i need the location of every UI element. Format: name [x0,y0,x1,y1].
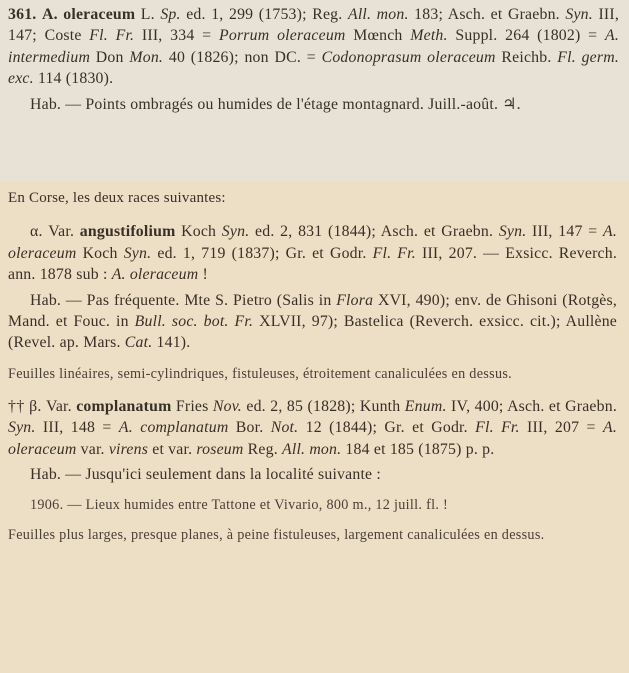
citation-italic: Meth. [410,27,448,45]
citation-text: Suppl. 264 (1802) = [447,27,605,45]
corse-races-section [0,182,629,673]
var-complanatum-citation [8,396,617,460]
citation-italic: Syn. [8,419,36,437]
citation-text: 184 et 185 (1875) p. p. [341,440,495,458]
var-complanatum-habitat: Hab. — Jusqu'ici seulement dans la localité suivante : [30,466,382,484]
citation-text: Koch [175,223,222,241]
citation-text: IV, 400; Asch. et Graebn. [446,397,617,415]
citation-text: Fries [171,397,213,415]
habitat-text: 141). [152,334,191,352]
citation-text: ! [198,266,208,284]
habitat-text: XVI, 490); env. de Ghisoni (Rotgès, Mand. et Fouc. in [8,291,617,331]
synonym-italic: roseum [196,440,244,458]
citation-text: Don [90,48,130,66]
citation-text: ed. 1, 719 (1837); Gr. et Godr. [151,244,373,262]
synonym-italic: A. complanatum [118,419,229,437]
corse-intro: En Corse, les deux races suivantes: [8,190,226,206]
citation-italic: All. mon. [282,440,342,458]
synonym-italic: Porrum oleraceum [219,27,346,45]
citation-italic: Fl. Fr. [372,244,416,262]
variety-name: complanatum [76,397,172,415]
synonym-italic: A. oleraceum [8,223,617,262]
variety-marker: α. Var. [30,223,80,241]
citation-text: III, 207. — Exsicc. Reverch. ann. 1878 sub : [8,244,617,284]
citation-italic: Syn. [221,223,250,241]
citation-italic: Nov. [212,397,242,415]
citation-text: III, 147; Coste [8,6,619,45]
synonym-italic: Codonoprasum oleraceum [321,48,496,66]
citation-text: 183; Asch. et Graebn. [408,6,566,23]
var-complanatum-record: 1906. — Lieux humides entre Tattone et Vivario, 800 m., 12 juill. fl. ! [30,497,449,514]
citation-italic: Bull. soc. bot. Fr. [134,313,254,331]
citation-text: III, 207 = [519,419,603,437]
var-angustifolium-habitat [8,290,617,354]
citation-italic: Enum. [404,397,447,415]
citation-italic: Syn. [123,244,152,262]
citation-text: ed. 1, 299 (1753); Reg. [180,6,348,23]
citation-italic: Not. [270,419,299,437]
citation-text: III, 147 = [526,223,603,241]
citation-italic: Cat. [124,334,153,352]
citation-italic: Syn. [565,6,593,23]
citation-italic: Flora [336,291,374,309]
citation-italic: Mon. [129,48,164,66]
citation-italic: Sp. [160,6,181,23]
citation-text: 12 (1844); Gr. et Godr. [298,419,476,437]
taxon-name: A. oleraceum [41,6,136,23]
citation-text: Bor. [228,419,271,437]
citation-text: et var. [148,440,197,458]
citation-text: var. [76,440,109,458]
citation-text: 114 (1830). [33,70,114,88]
citation-text: III, 148 = [35,419,119,437]
var-complanatum-description: Feuilles plus larges, presque planes, à peine fistuleuses, largement canaliculées en dessus. [8,527,545,544]
citation-text: III, 334 = [134,27,219,45]
citation-text: ed. 2, 85 (1828); Kunth [241,397,405,415]
entry-citation [8,4,619,90]
synonym-italic: A. intermedium [8,27,619,66]
habitat-text: Hab. — Pas fréquente. Mte S. Pietro (Salis in [30,291,337,309]
variety-name: angustifolium [79,223,176,241]
citation-italic: All. mon. [347,6,409,23]
citation-italic: Syn. [498,223,527,241]
citation-text: Koch [76,244,124,262]
citation-text: Reg. [243,440,282,458]
citation-text: L. [135,6,161,23]
citation-text: Reichb. [495,48,558,66]
var-angustifolium-description: Feuilles linéaires, semi-cylindriques, fistuleuses, étroitement canaliculées en dessus. [8,365,513,382]
variety-marker: †† β. Var. [8,397,77,415]
entry-361-section [0,0,629,182]
habitat-text: XLVII, 97); Bastelica (Reverch. exsicc. cit.); Aullène (Revel. ap. Mars. [8,313,618,352]
citation-text: ed. 2, 831 (1844); Asch. et Graebn. [249,223,499,241]
citation-italic: Fl. Fr. [89,27,135,45]
citation-italic: Fl. Fr. [475,419,520,437]
entry-number: 361. [8,6,37,23]
citation-text: Mœnch [345,27,411,45]
citation-italic: Fl. germ. exc. [8,48,620,88]
synonym-italic: A. oleraceum [8,419,617,458]
synonym-italic: virens [108,440,149,458]
citation-text: 40 (1826); non DC. = [163,48,322,66]
entry-habitat: Hab. — Points ombragés ou humides de l'étage montagnard. Juill.-août. ♃. [30,95,521,113]
synonym-italic: A. oleraceum [111,266,199,284]
var-angustifolium-citation [8,221,617,285]
